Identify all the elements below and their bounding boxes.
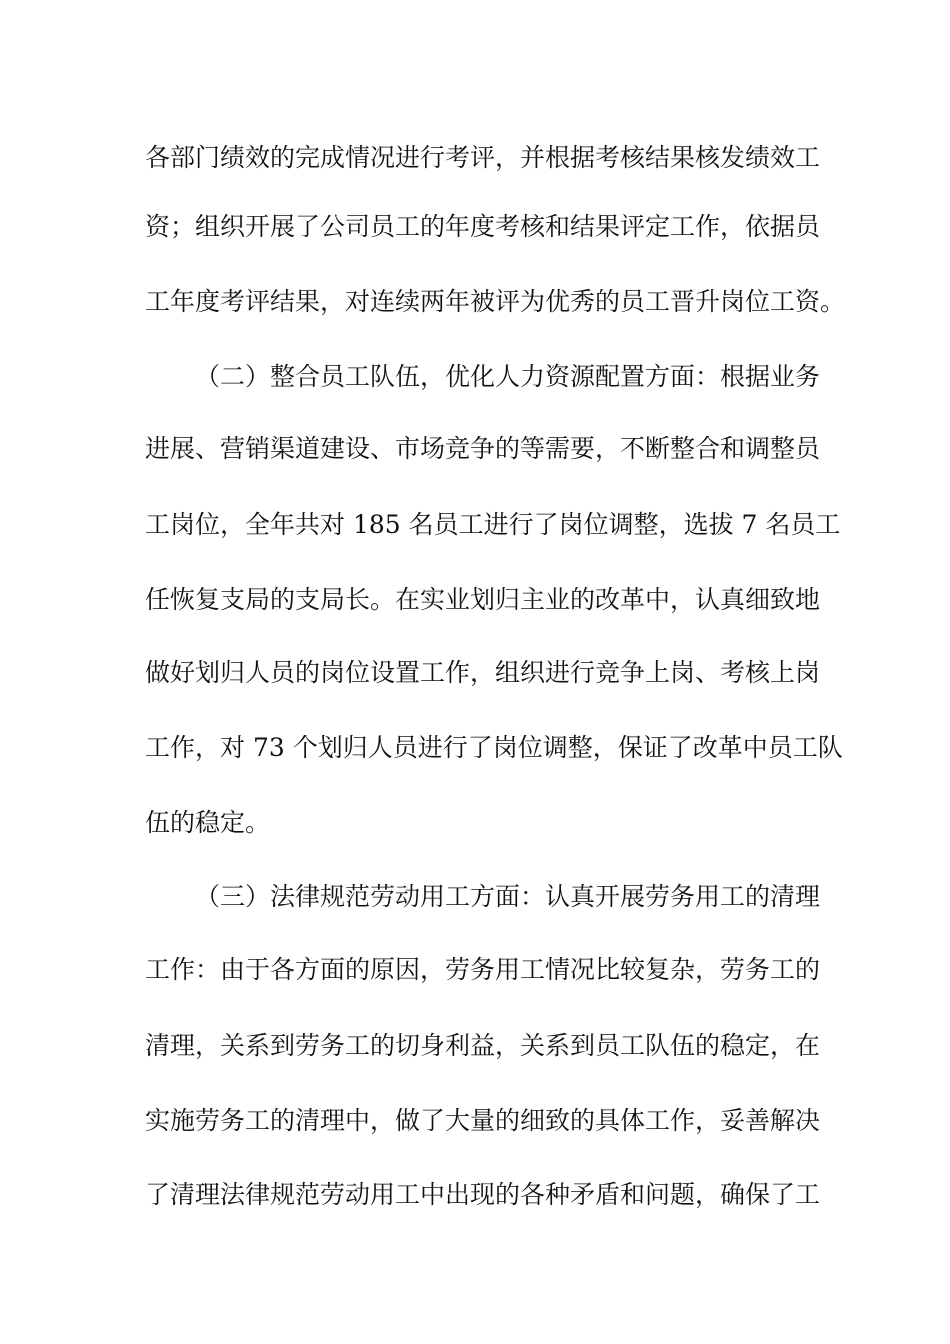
text-line: 了清理法律规范劳动用工中出现的各种矛盾和问题，确保了工 xyxy=(145,1180,821,1209)
paragraph-end-line: 伍的稳定。 xyxy=(145,808,271,837)
paragraph-start-line: （三）法律规范劳动用工方面：认真开展劳务用工的清理 xyxy=(195,882,821,911)
text-line: 做好划归人员的岗位设置工作，组织进行竞争上岗、考核上岗 xyxy=(145,658,821,687)
paragraph-start-line: （二）整合员工队伍，优化人力资源配置方面：根据业务 xyxy=(195,362,821,391)
text-line: 资；组织开展了公司员工的年度考核和结果评定工作，依据员 xyxy=(145,212,821,241)
text-line: 进展、营销渠道建设、市场竞争的等需要，不断整合和调整员 xyxy=(145,434,821,463)
text-line: 工作，对 73 个划归人员进行了岗位调整，保证了改革中员工队 xyxy=(145,733,843,762)
text-line: 任恢复支局的支局长。在实业划归主业的改革中，认真细致地 xyxy=(145,585,821,614)
text-line: 清理，关系到劳务工的切身利益，关系到员工队伍的稳定，在 xyxy=(145,1031,821,1060)
text-line: 工年度考评结果，对连续两年被评为优秀的员工晋升岗位工资。 xyxy=(145,287,846,316)
text-line: 工岗位，全年共对 185 名员工进行了岗位调整，选拔 7 名员工 xyxy=(145,510,841,539)
text-line: 实施劳务工的清理中，做了大量的细致的具体工作，妥善解决 xyxy=(145,1106,821,1135)
text-line: 各部门绩效的完成情况进行考评，并根据考核结果核发绩效工 xyxy=(145,143,821,172)
text-line: 工作：由于各方面的原因，劳务用工情况比较复杂，劳务工的 xyxy=(145,955,821,984)
